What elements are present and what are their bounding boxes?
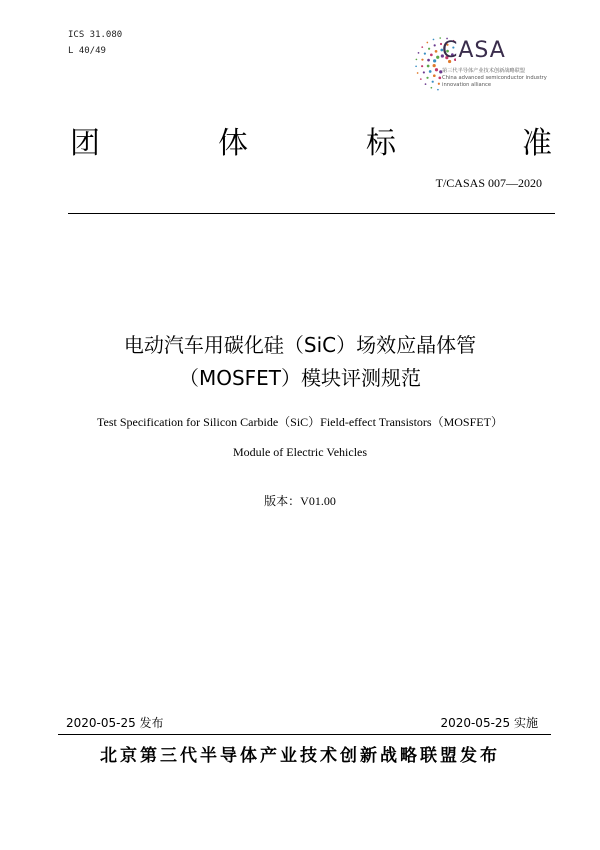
logo-dot	[418, 52, 420, 54]
logo-dot	[435, 68, 438, 71]
logo-dot	[416, 59, 418, 61]
logo-subtitle-en-2: innovation alliance	[442, 82, 492, 88]
logo-dot	[435, 50, 438, 53]
logo-dot	[425, 83, 427, 85]
logo-dot	[433, 59, 436, 62]
logo-dot	[427, 65, 430, 68]
standard-title-char: 体	[218, 126, 248, 161]
logo-dot	[437, 89, 439, 91]
standard-number: T/CASAS 007—2020	[435, 176, 542, 190]
logo-dot	[430, 54, 433, 57]
logo-dot	[415, 65, 417, 67]
casa-logo	[412, 34, 562, 94]
ics-code: ICS 31.080	[68, 30, 123, 40]
title-en-line-1: Test Specification for Silicon Carbide（SiC）Field-effect Transistors（MOSFET）	[97, 415, 503, 429]
logo-dot	[426, 42, 428, 44]
logo-dot	[428, 48, 430, 50]
logo-dot	[427, 59, 430, 62]
logo-dot	[436, 56, 439, 59]
logo-subtitle-en-1: China advanced semiconductor industry	[442, 75, 547, 81]
logo-dot	[438, 83, 440, 85]
logo-dot	[438, 76, 441, 79]
title-en-line-2: Module of Electric Vehicles	[232, 445, 368, 459]
logo-dot	[423, 71, 425, 73]
header-divider	[68, 213, 555, 214]
standard-title-char: 准	[522, 126, 552, 161]
standard-type-title	[70, 118, 556, 161]
logo-dot	[433, 74, 436, 77]
logo-dot	[432, 81, 434, 83]
issue-date: 2020-05-25 发布	[66, 716, 164, 730]
standard-title-char: 团	[70, 126, 100, 161]
logo-dot	[417, 72, 419, 74]
standard-title-char: 标	[366, 126, 396, 161]
implementation-date: 2020-05-25 实施	[440, 716, 538, 730]
logo-dot	[424, 53, 426, 55]
logo-dot	[434, 44, 436, 46]
logo-dot	[433, 64, 436, 67]
logo-dot	[439, 37, 441, 39]
ccs-code: L 40/49	[68, 46, 106, 56]
logo-dot	[431, 87, 433, 89]
logo-dot	[421, 59, 423, 61]
title-zh-line-1: 电动汽车用碳化硅（SiC）场效应晶体管	[123, 333, 477, 357]
logo-dot	[426, 77, 428, 79]
publisher: 北京第三代半导体产业技术创新战略联盟发布	[100, 746, 500, 766]
logo-dot	[420, 78, 422, 80]
footer-divider	[58, 734, 551, 735]
logo-dot	[421, 46, 423, 48]
title-zh-line-2: （MOSFET）模块评测规范	[178, 366, 422, 390]
logo-dot	[421, 65, 423, 67]
logo-name: CASA	[442, 38, 506, 63]
logo-subtitle-cn: 第三代半导体产业技术创新战略联盟	[442, 68, 526, 74]
logo-dot	[429, 70, 432, 73]
version-label: 版本：V01.00	[264, 494, 336, 508]
logo-dot	[433, 39, 435, 41]
